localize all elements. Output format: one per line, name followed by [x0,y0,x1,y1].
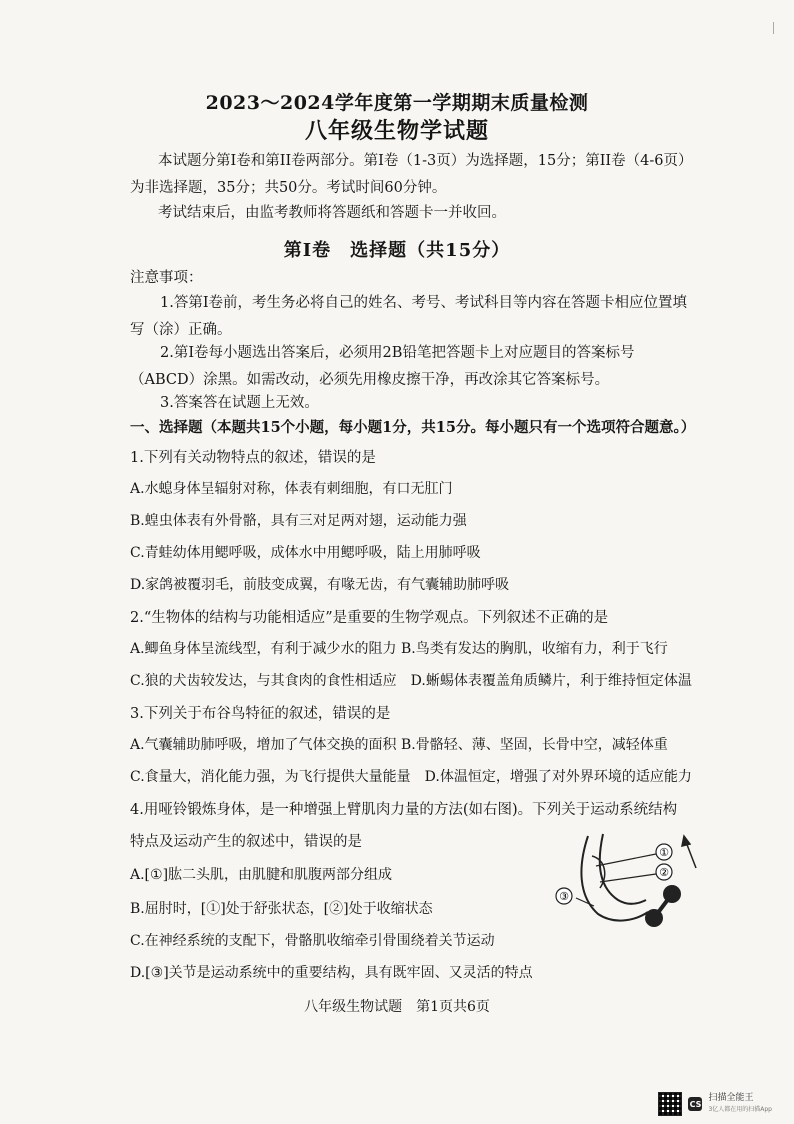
page-footer: 八年级生物试题 第1页共6页 [304,999,490,1015]
scan-edge-mark [773,22,780,34]
question-option: C.青蛙幼体用鳃呼吸，成体水中用鳃呼吸，陆上用肺呼吸 [130,545,481,561]
question-option: A.气囊辅助肺呼吸，增加了气体交换的面积 B.骨骼轻、薄、坚固，长骨中空，减轻体重 [130,737,668,753]
question-stem: 3.下列关于布谷鸟特征的叙述，错误的是 [130,706,391,722]
dumbbell-icon [645,885,681,927]
svg-text:②: ② [659,866,669,879]
part1-heading: 一、选择题（本题共15个小题，每小题1分，共15分。每小题只有一个选项符合题意。） [130,419,696,436]
figure-label-1 [656,844,672,860]
svg-text:③: ③ [559,890,569,903]
note-item: 3.答案答在试题上无效。 [160,395,319,411]
question-option: C.在神经系统的支配下，骨骼肌收缩牵引骨围绕着关节运动 [130,933,495,949]
question-option: A.水螅身体呈辐射对称，体表有刺细胞，有口无肛门 [130,481,453,497]
arm-dumbbell-figure [548,826,708,946]
camscanner-logo-icon: CS [688,1097,702,1111]
question-option: A.鲫鱼身体呈流线型，有利于减少水的阻力 B.鸟类有发达的胸肌，收缩有力，利于飞行 [130,641,668,657]
question-option: B.蝗虫体表有外骨骼，具有三对足两对翅，运动能力强 [130,513,467,529]
note-item: 1.答第I卷前，考生务必将自己的姓名、考号、考试科目等内容在答题卡相应位置填写（涂）正确。 [130,295,688,338]
intro-paragraph-2: 考试结束后，由监考教师将答题纸和答题卡一并收回。 [158,205,506,221]
note-item: 2.第I卷每小题选出答案后，必须用2B铅笔把答题卡上对应题目的答案标号（ABCD）涂黑。如需改动，必须先用橡皮擦干净，再改涂其它答案标号。 [130,345,635,388]
figure-label-2 [656,864,672,880]
question-stem-continued: 特点及运动产生的叙述中，错误的是 [130,834,362,850]
qr-code-icon [658,1092,682,1116]
question-stem: 1.下列有关动物特点的叙述，错误的是 [130,450,376,466]
question-stem: 4.用哑铃锻炼身体，是一种增强上臂肌肉力量的方法(如右图)。下列关于运动系统结构 [130,802,678,818]
arrow-up-icon [682,836,696,868]
question-option: A.[①]肱二头肌，由肌腱和肌腹两部分组成 [130,867,393,883]
notes-heading: 注意事项： [130,270,203,286]
scanner-watermark [658,1092,772,1116]
svg-text:①: ① [659,846,669,859]
question-option: C.食量大，消化能力强，为飞行提供大量能量 D.体温恒定，增强了对外界环境的适应能力 [130,769,692,785]
arm-illustration [576,834,656,921]
question-option: B.屈肘时，[①]处于舒张状态，[②]处于收缩状态 [130,901,433,917]
question-option: D.家鸽被覆羽毛，前肢变成翼，有喙无齿，有气囊辅助肺呼吸 [130,577,510,593]
question-option: D.[③]关节是运动系统中的重要结构，具有既牢固、又灵活的特点 [130,965,533,981]
figure-label-3 [556,888,572,904]
exam-title: 2023～2024学年度第一学期期末质量检测 [205,92,589,114]
scanner-label: 扫描全能王 [708,1093,754,1103]
section-title: 第I卷 选择题（共15分） [283,240,511,261]
question-stem: 2.“生物体的结构与功能相适应”是重要的生物学观点。下列叙述不正确的是 [130,610,609,626]
intro-paragraph-1: 本试题分第I卷和第II卷两部分。第I卷（1-3页）为选择题，15分；第II卷（4-6页）为非选择题，35分；共50分。考试时间60分钟。 [130,153,686,196]
exam-subtitle: 八年级生物学试题 [304,118,489,144]
question-option: C.狼的犬齿较发达，与其食肉的食性相适应 D.蜥蜴体表覆盖角质鳞片，利于维持恒定体温 [130,673,692,689]
scanner-sublabel: 3亿人都在用的扫描App [708,1106,772,1113]
